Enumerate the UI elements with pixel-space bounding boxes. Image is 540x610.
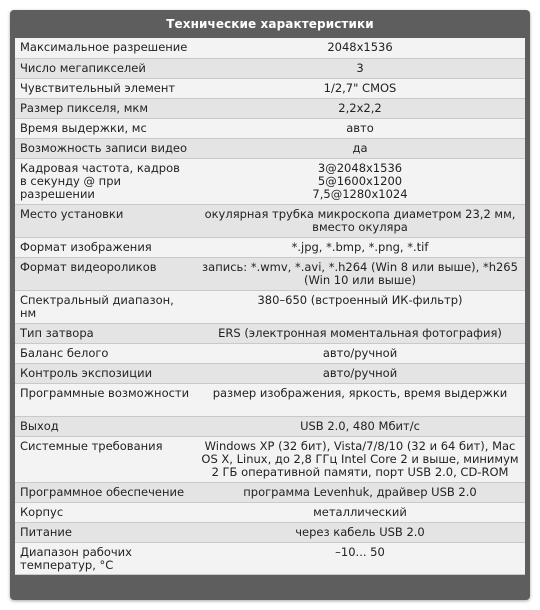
spec-label: Питание [15,522,195,542]
spec-row [15,38,525,58]
spec-value: USB 2.0, 480 Мбит/с [195,416,525,436]
spec-row [15,323,525,343]
spec-row [15,436,525,482]
spec-row [15,383,525,416]
spec-label: Контроль экспозиции [15,363,195,383]
spec-row [15,158,525,204]
spec-value: 1/2,7" CMOS [195,78,525,98]
spec-value: Windows XP (32 бит), Vista/7/8/10 (32 и 64 бит), Mac OS X, Linux, до 2,8 ГГц Intel Core 2 и выше, минимум 2 ГБ оперативной памяти, порт USB 2.0, CD-ROM [195,436,525,482]
spec-label: Чувствительный элемент [15,78,195,98]
specs-panel [10,10,530,600]
spec-value: –10... 50 [195,542,525,574]
spec-label: Спектральный диапазон, нм [15,290,195,323]
spec-label: Тип затвора [15,323,195,343]
spec-value: да [195,138,525,158]
spec-label: Место установки [15,204,195,237]
spec-value: 2,2x2,2 [195,98,525,118]
spec-value: окулярная трубка микроскопа диаметром 23,2 мм, вместо окуляра [195,204,525,237]
spec-row [15,343,525,363]
spec-value: через кабель USB 2.0 [195,522,525,542]
spec-row [15,363,525,383]
spec-label: Баланс белого [15,343,195,363]
spec-row [15,138,525,158]
spec-row [15,502,525,522]
spec-value: металлический [195,502,525,522]
spec-value: программа Levenhuk, драйвер USB 2.0 [195,482,525,502]
spec-value: запись: *.wmv, *.avi, *.h264 (Win 8 или выше), *h265 (Win 10 или выше) [195,257,525,290]
spec-row [15,257,525,290]
spec-label: Программное обеспечение [15,482,195,502]
spec-label: Программные возможности [15,383,195,416]
spec-label: Формат изображения [15,237,195,257]
spec-label: Корпус [15,502,195,522]
spec-value: авто [195,118,525,138]
specs-table [15,38,525,575]
spec-row [15,98,525,118]
spec-row [15,58,525,78]
spec-label: Число мегапикселей [15,58,195,78]
spec-row [15,290,525,323]
spec-label: Формат видеороликов [15,257,195,290]
spec-value: 3@2048x1536 5@1600x1200 7,5@1280x1024 [195,158,525,204]
spec-row [15,482,525,502]
spec-label: Выход [15,416,195,436]
spec-value: ERS (электронная моментальная фотография) [195,323,525,343]
spec-value: *.jpg, *.bmp, *.png, *.tif [195,237,525,257]
spec-row [15,237,525,257]
spec-row [15,416,525,436]
spec-row [15,78,525,98]
spec-label: Системные требования [15,436,195,482]
spec-row [15,522,525,542]
spec-row [15,204,525,237]
spec-row [15,542,525,574]
spec-value: авто/ручной [195,363,525,383]
spec-value: авто/ручной [195,343,525,363]
spec-label: Возможность записи видео [15,138,195,158]
spec-value: 2048x1536 [195,38,525,58]
spec-label: Время выдержки, мс [15,118,195,138]
spec-value: 380–650 (встроенный ИК-фильтр) [195,290,525,323]
specs-title: Технические характеристики [166,17,374,31]
spec-label: Диапазон рабочих температур, °С [15,542,195,574]
spec-label: Размер пикселя, мкм [15,98,195,118]
spec-value: размер изображения, яркость, время выдержки [195,383,525,416]
spec-label: Максимальное разрешение [15,38,195,58]
spec-label: Кадровая частота, кадров в секунду @ при разрешении [15,158,195,204]
spec-row [15,118,525,138]
spec-value: 3 [195,58,525,78]
